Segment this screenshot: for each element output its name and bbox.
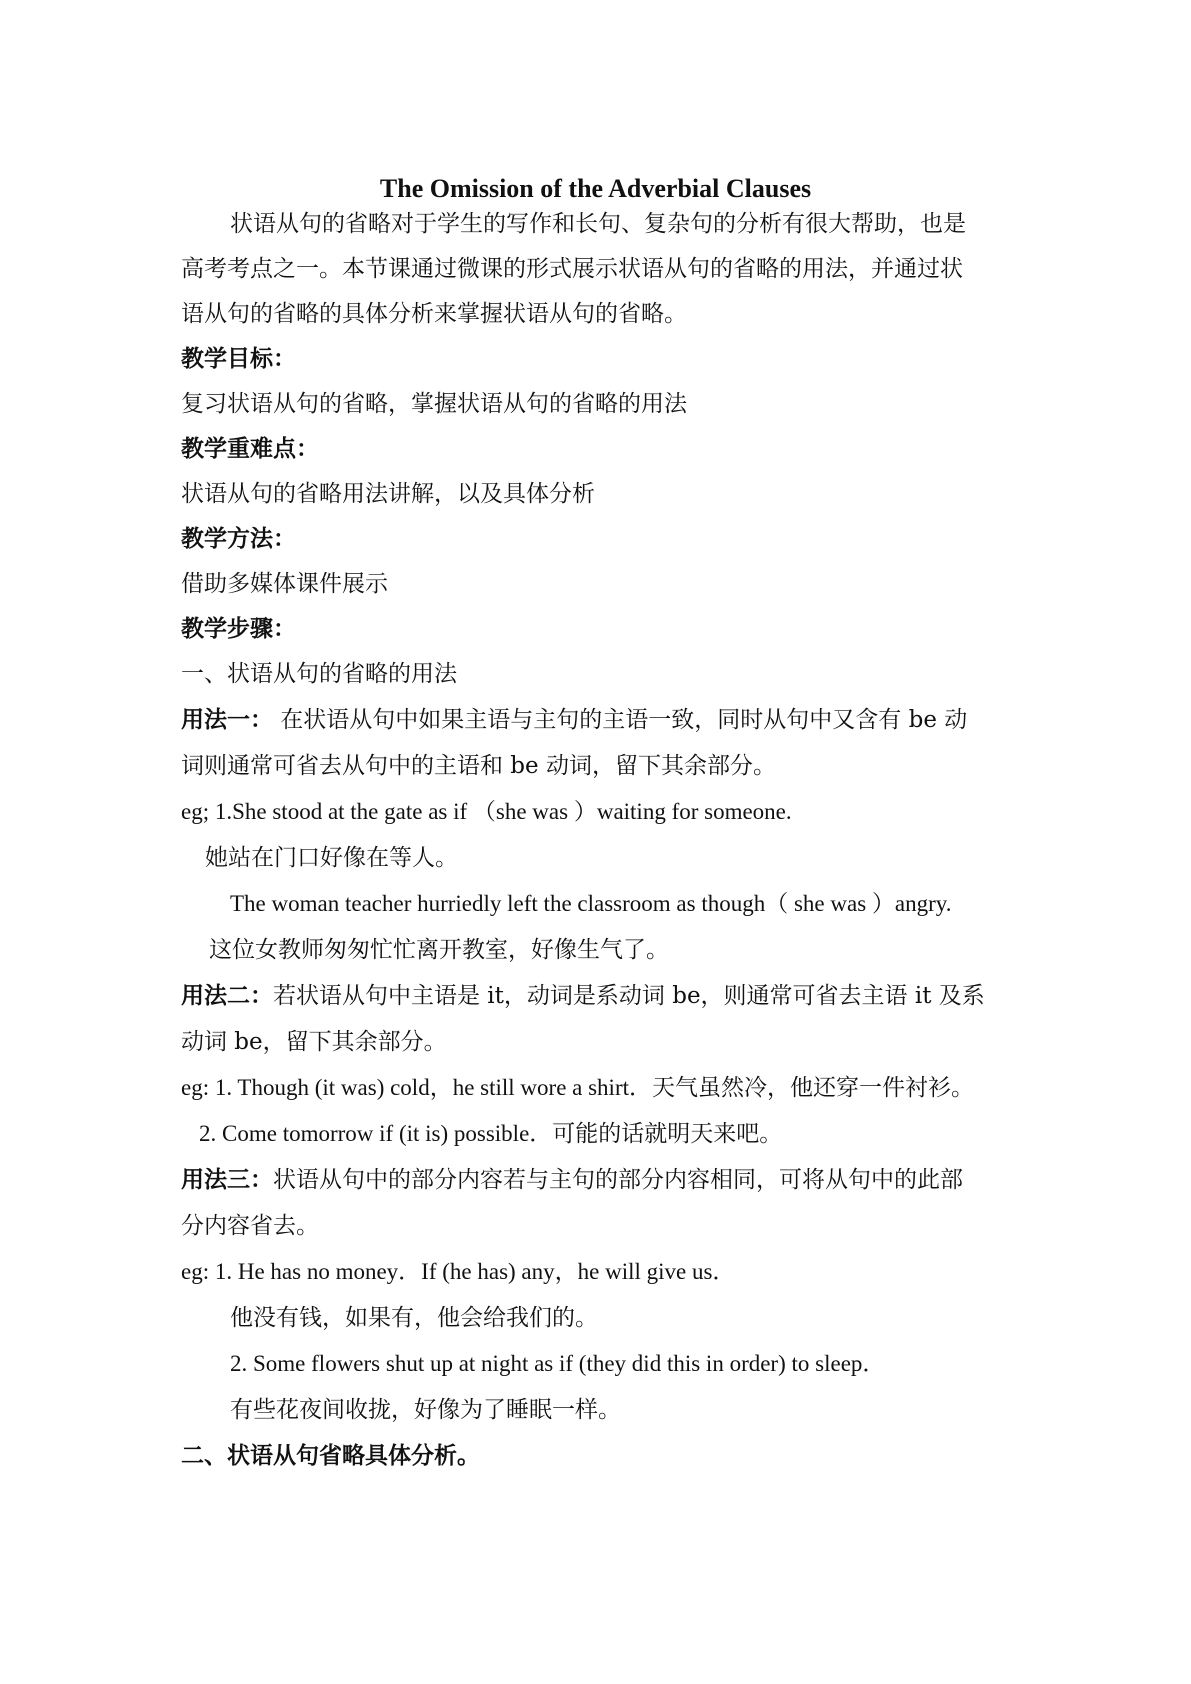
usage1-example-2-translation: 这位女教师匆匆忙忙离开教室，好像生气了。 (209, 937, 669, 963)
usage1-example-2: The woman teacher hurriedly left the classroom as though（ she was ）angry. (230, 891, 952, 916)
key-points-heading: 教学重难点： (181, 435, 319, 462)
usage3-example-2: 2. Some flowers shut up at night as if (they did this in order) to sleep． (230, 1351, 886, 1376)
usage2-label: 用法二： (181, 982, 273, 1009)
usage1-label: 用法一： (181, 706, 273, 733)
intro-line-3: 语从句的省略的具体分析来掌握状语从句的省略。 (181, 301, 687, 327)
usage2-line-2: 动词 be，留下其余部分。 (181, 1029, 447, 1055)
methods-heading: 教学方法： (181, 525, 296, 552)
methods-text: 借助多媒体课件展示 (181, 571, 388, 597)
part2-heading: 二、状语从句省略具体分析。 (181, 1442, 480, 1469)
usage2-example-2: 2. Come tomorrow if (it is) possible．可能的话就明天来吧。 (199, 1121, 783, 1146)
usage1-example-1: eg; 1.She stood at the gate as if （she was ）waiting for someone. (181, 799, 792, 824)
usage1-example-1-translation: 她站在门口好像在等人。 (205, 845, 458, 871)
usage3-example-1-translation: 他没有钱，如果有，他会给我们的。 (230, 1305, 598, 1331)
usage1-line-1 (181, 705, 1021, 735)
key-points-text: 状语从句的省略用法讲解，以及具体分析 (181, 481, 595, 507)
usage1-text-a: 在状语从句中如果主语与主句的主语一致，同时从句中又含有 be 动 (273, 707, 968, 733)
usage2-example-1: eg: 1. Though (it was) cold，he still wore a shirt．天气虽然冷，他还穿一件衬衫。 (181, 1075, 974, 1100)
intro-line-2: 高考考点之一。本节课通过微课的形式展示状语从句的省略的用法，并通过状 (181, 256, 963, 282)
usage2-line-1 (181, 981, 1021, 1011)
goals-text: 复习状语从句的省略，掌握状语从句的省略的用法 (181, 391, 687, 417)
usage3-example-1: eg: 1. He has no money．If (he has) any，he will give us． (181, 1259, 736, 1284)
steps-heading: 教学步骤： (181, 615, 296, 642)
usage2-text-a: 若状语从句中主语是 it，动词是系动词 be，则通常可省去主语 it 及系 (273, 983, 985, 1009)
usage3-label: 用法三： (181, 1166, 273, 1193)
usage1-line-2: 词则通常可省去从句中的主语和 be 动词，留下其余部分。 (181, 753, 776, 779)
goals-heading: 教学目标： (181, 345, 296, 372)
intro-line-1: 状语从句的省略对于学生的写作和长句、复杂句的分析有很大帮助，也是 (230, 211, 966, 237)
part1-heading: 一、状语从句的省略的用法 (181, 661, 457, 687)
document-title: The Omission of the Adverbial Clauses (379, 174, 812, 203)
usage3-text-a: 状语从句中的部分内容若与主句的部分内容相同，可将从句中的此部 (273, 1167, 963, 1193)
usage3-line-2: 分内容省去。 (181, 1213, 319, 1239)
usage3-line-1 (181, 1165, 1021, 1195)
usage3-example-2-translation: 有些花夜间收拢，好像为了睡眠一样。 (230, 1397, 621, 1423)
